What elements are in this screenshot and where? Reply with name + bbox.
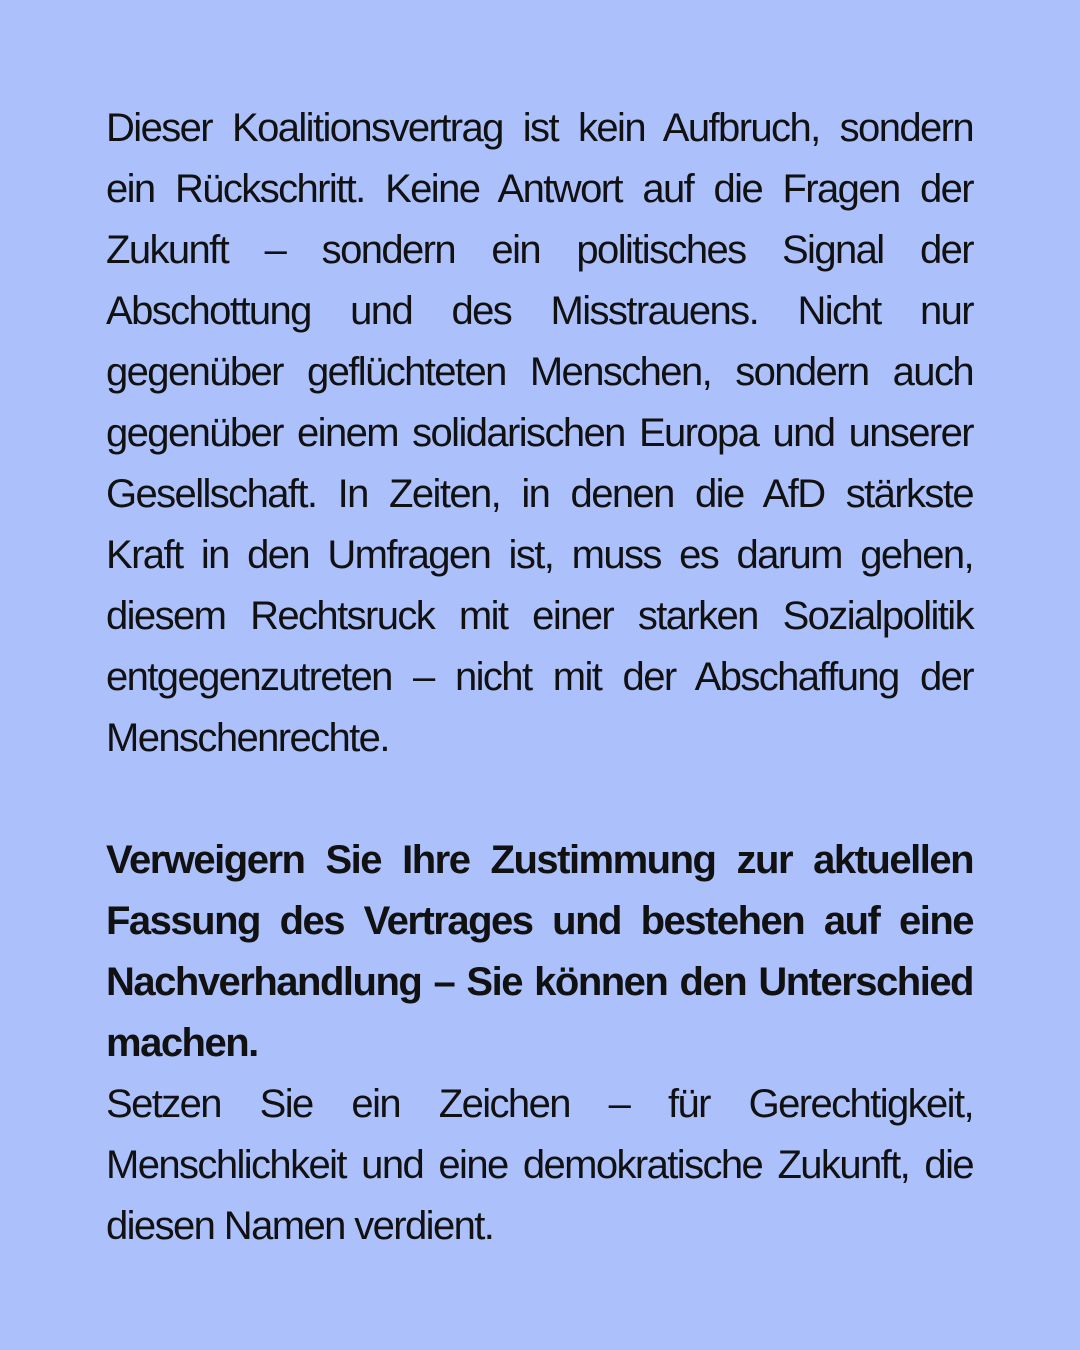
intro-paragraph: Dieser Koalitionsvertrag ist kein Aufbruch, sondern ein Rückschritt. Keine Antwort auf die Fragen der Zukunft – sondern ein politisches Signal der Abschottung und des Misstrauens. Nicht nur gegenüber geflüchteten Menschen, sondern auch gegenüber einem solidarischen Europa und unserer Gesellschaft. In Zeiten, in denen die AfD stärkste Kraft in den Umfragen ist, muss es darum gehen, diesem Rechtsruck mit einer starken Sozialpolitik entgegenzutreten – nicht mit der Abschaffung der Menschenrechte. (106, 106, 973, 760)
closing-paragraph: Setzen Sie ein Zeichen – für Gerechtigkeit, Menschlichkeit und eine demokratische Zukunft, die diesen Namen verdient. (106, 1082, 973, 1248)
letter-body (106, 98, 973, 1257)
appeal-paragraph: Verweigern Sie Ihre Zustimmung zur aktuellen Fassung des Vertrages und bestehen auf eine Nachverhandlung – Sie können den Unterschied machen. (106, 838, 973, 1065)
